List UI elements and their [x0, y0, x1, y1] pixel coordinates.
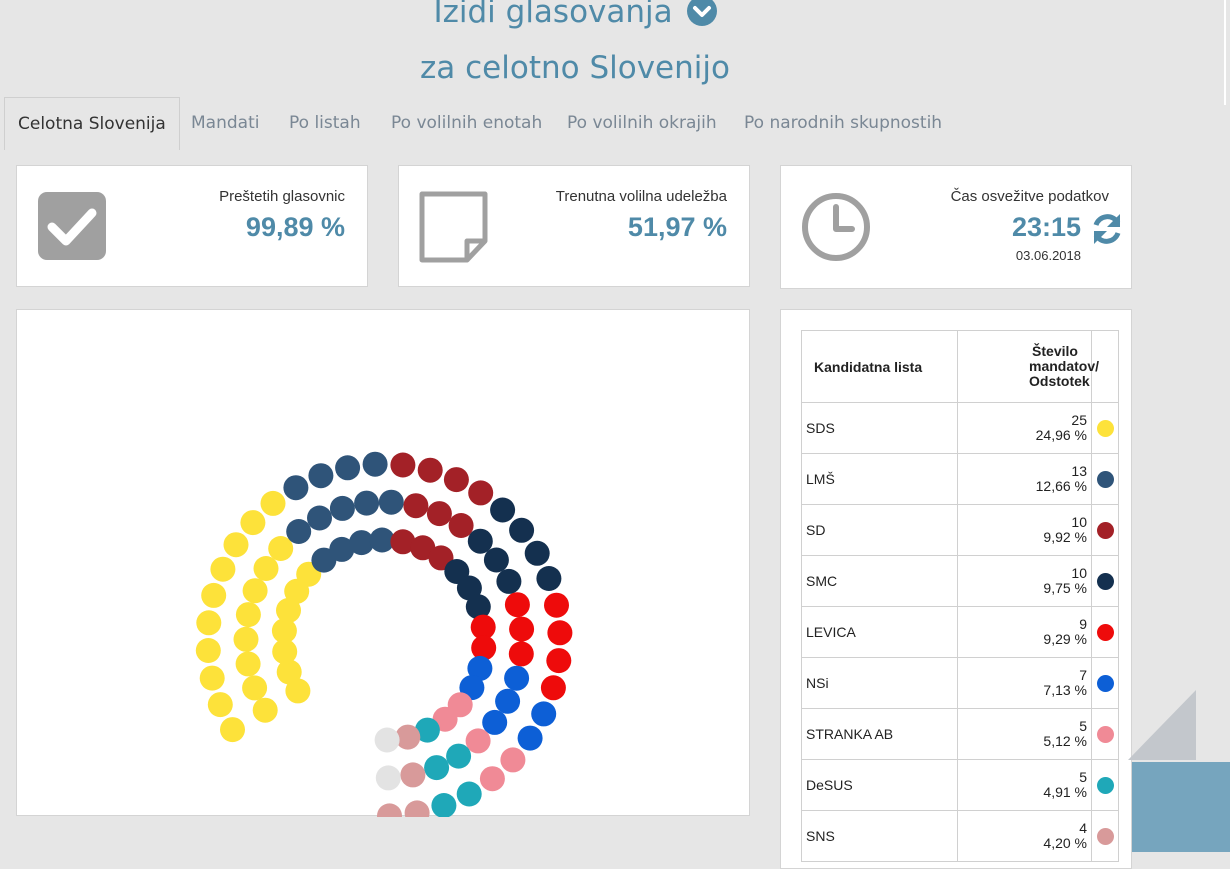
seat-dot[interactable] [390, 453, 415, 478]
party-color-cell [1092, 403, 1119, 454]
party-seats-percent [958, 607, 1092, 658]
seat-dot[interactable] [546, 648, 571, 673]
seat-dot[interactable] [536, 566, 561, 591]
party-name: LMŠ [802, 454, 958, 505]
document-icon [419, 191, 489, 263]
seat-dot[interactable] [242, 675, 267, 700]
seat-dot[interactable] [335, 455, 360, 480]
seat-dot[interactable] [196, 610, 221, 635]
seat-dot[interactable] [525, 541, 550, 566]
party-color-swatch [1097, 420, 1114, 437]
page-subtitle: za celotno Slovenijo [420, 50, 730, 86]
table-row[interactable] [802, 505, 1119, 556]
seat-chart-card [16, 309, 750, 816]
table-row[interactable] [802, 658, 1119, 709]
tab-po-narodnih-skupnostih[interactable]: Po narodnih skupnostih [744, 113, 943, 133]
seat-dot[interactable] [261, 491, 286, 516]
counted-ballots-label: Preštetih glasovnic [219, 188, 345, 205]
party-seats-percent [958, 403, 1092, 454]
party-percent: 9,29 % [1043, 631, 1087, 647]
party-percent: 4,91 % [1043, 784, 1087, 800]
seat-dot[interactable] [376, 765, 401, 790]
seat-dot[interactable] [377, 803, 402, 817]
seat-dot[interactable] [379, 490, 404, 515]
table-row[interactable] [802, 811, 1119, 862]
results-table-card [780, 309, 1132, 869]
seat-dot[interactable] [307, 506, 332, 531]
party-seats: 7 [1079, 667, 1087, 683]
seat-dot[interactable] [403, 493, 428, 518]
refresh-time-card [780, 165, 1132, 289]
party-color-swatch [1097, 726, 1114, 743]
seat-dot[interactable] [482, 710, 507, 735]
party-percent: 7,13 % [1043, 682, 1087, 698]
decorative-triangle [1128, 690, 1196, 760]
party-color-swatch [1097, 522, 1114, 539]
party-seats-percent [958, 811, 1092, 862]
party-percent: 24,96 % [1035, 427, 1087, 443]
seat-dot[interactable] [243, 578, 268, 603]
party-color-cell [1092, 709, 1119, 760]
page-title-line1: Izidi glasovanja [433, 0, 673, 30]
checkbox-icon [37, 191, 107, 261]
turnout-value: 51,97 % [627, 212, 727, 242]
parliament-seat-chart [17, 310, 751, 817]
party-name: STRANKA AB [802, 709, 958, 760]
seat-dot[interactable] [308, 463, 333, 488]
party-seats-percent [958, 658, 1092, 709]
seat-dot[interactable] [427, 501, 452, 526]
seat-dot[interactable] [496, 569, 521, 594]
seat-dot[interactable] [224, 532, 249, 557]
party-color-cell [1092, 658, 1119, 709]
seat-dot[interactable] [541, 675, 566, 700]
seat-dot[interactable] [201, 583, 226, 608]
seat-dot[interactable] [547, 620, 572, 645]
party-seats: 25 [1071, 412, 1087, 428]
turnout-label: Trenutna volilna udeležba [555, 188, 727, 205]
results-table [801, 330, 1119, 862]
table-header-row [802, 331, 1119, 403]
tab-mandati[interactable]: Mandati [191, 113, 260, 133]
party-seats: 9 [1079, 616, 1087, 632]
table-row[interactable] [802, 607, 1119, 658]
seat-dot[interactable] [375, 728, 400, 753]
seat-dot[interactable] [400, 762, 425, 787]
party-color-cell [1092, 607, 1119, 658]
seat-dot[interactable] [457, 782, 482, 807]
party-color-cell [1092, 505, 1119, 556]
party-seats: 5 [1079, 769, 1087, 785]
seat-dot[interactable] [544, 593, 569, 618]
tab-po-volilnih-okrajih[interactable]: Po volilnih okrajih [567, 113, 717, 133]
party-seats-percent [958, 556, 1092, 607]
tab-po-volilnih-enotah[interactable]: Po volilnih enotah [391, 113, 543, 133]
seat-dot[interactable] [468, 480, 493, 505]
party-color-swatch [1097, 828, 1114, 845]
seat-dot[interactable] [444, 467, 469, 492]
seat-dot[interactable] [240, 510, 265, 535]
seat-dot[interactable] [466, 728, 491, 753]
party-color-swatch [1097, 675, 1114, 692]
seat-dot[interactable] [234, 627, 259, 652]
party-color-cell [1092, 454, 1119, 505]
party-name: LEVICA [802, 607, 958, 658]
seat-dot[interactable] [208, 692, 233, 717]
turnout-card [398, 165, 750, 287]
seat-dot[interactable] [446, 744, 471, 769]
seat-dot[interactable] [200, 666, 225, 691]
seat-dot[interactable] [505, 592, 530, 617]
party-seats-percent [958, 505, 1092, 556]
counted-ballots-card [16, 165, 368, 287]
party-name: SD [802, 505, 958, 556]
party-seats: 13 [1071, 463, 1087, 479]
party-seats: 10 [1071, 514, 1087, 530]
seat-dot[interactable] [363, 452, 388, 477]
party-name: DeSUS [802, 760, 958, 811]
seat-dot[interactable] [431, 793, 456, 817]
party-seats-percent [958, 709, 1092, 760]
party-seats-percent [958, 760, 1092, 811]
clock-icon [800, 191, 872, 263]
seat-dot[interactable] [509, 617, 534, 642]
party-color-cell [1092, 811, 1119, 862]
table-row[interactable] [802, 403, 1119, 454]
seat-dot[interactable] [509, 641, 534, 666]
refresh-date: 03.06.2018 [1015, 248, 1081, 263]
counted-ballots-value: 99,89 % [245, 212, 345, 242]
tab-po-listah[interactable]: Po listah [289, 113, 361, 133]
tab-bar [0, 97, 1230, 149]
party-name: SMC [802, 556, 958, 607]
seat-dot[interactable] [480, 766, 505, 791]
party-seats: 4 [1079, 820, 1087, 836]
seat-dot[interactable] [504, 666, 529, 691]
party-percent: 5,12 % [1043, 733, 1087, 749]
party-color-cell [1092, 556, 1119, 607]
seat-dot[interactable] [196, 638, 221, 663]
table-row[interactable] [802, 556, 1119, 607]
table-row[interactable] [802, 709, 1119, 760]
seat-dot[interactable] [220, 717, 245, 742]
seat-dot[interactable] [236, 602, 261, 627]
party-color-swatch [1097, 573, 1114, 590]
refresh-icon[interactable] [1089, 211, 1125, 247]
seat-dot[interactable] [424, 755, 449, 780]
seat-dot[interactable] [490, 498, 515, 523]
decorative-line [1224, 0, 1226, 105]
refresh-time-label: Čas osvežitve podatkov [950, 188, 1109, 205]
seat-dot[interactable] [283, 475, 308, 500]
seat-dot[interactable] [330, 496, 355, 521]
party-color-swatch [1097, 777, 1114, 794]
seat-dot[interactable] [449, 513, 474, 538]
seat-dot[interactable] [484, 548, 509, 573]
column-header-seats: Število mandatov/ Odstotek [958, 331, 1092, 403]
seat-dot[interactable] [253, 698, 278, 723]
party-seats: 5 [1079, 718, 1087, 734]
seat-dot[interactable] [518, 726, 543, 751]
table-row[interactable] [802, 454, 1119, 505]
seat-dot[interactable] [286, 519, 311, 544]
party-seats: 10 [1071, 565, 1087, 581]
decorative-block [1132, 762, 1230, 852]
seat-dot[interactable] [509, 518, 534, 543]
seat-dot[interactable] [210, 557, 235, 582]
seat-dot[interactable] [354, 491, 379, 516]
seat-dot[interactable] [254, 556, 279, 581]
seat-dot[interactable] [418, 458, 443, 483]
party-seats-percent [958, 454, 1092, 505]
seat-dot[interactable] [531, 701, 556, 726]
party-percent: 9,92 % [1043, 529, 1087, 545]
page-title [0, 0, 1150, 30]
tab-celotna-slovenija[interactable]: Celotna Slovenija [4, 97, 180, 150]
party-name: SNS [802, 811, 958, 862]
party-color-swatch [1097, 471, 1114, 488]
party-percent: 12,66 % [1035, 478, 1087, 494]
column-header-list: Kandidatna lista [802, 331, 958, 403]
party-name: SDS [802, 403, 958, 454]
seat-dot[interactable] [495, 689, 520, 714]
party-color-swatch [1097, 624, 1114, 641]
chevron-down-icon[interactable] [687, 0, 717, 26]
party-percent: 4,20 % [1043, 835, 1087, 851]
party-percent: 9,75 % [1043, 580, 1087, 596]
party-name: NSi [802, 658, 958, 709]
seat-dot[interactable] [500, 747, 525, 772]
party-color-cell [1092, 760, 1119, 811]
seat-dot[interactable] [236, 651, 261, 676]
seat-dot[interactable] [405, 800, 430, 817]
refresh-time-value: 23:15 [1011, 212, 1081, 242]
table-row[interactable] [802, 760, 1119, 811]
